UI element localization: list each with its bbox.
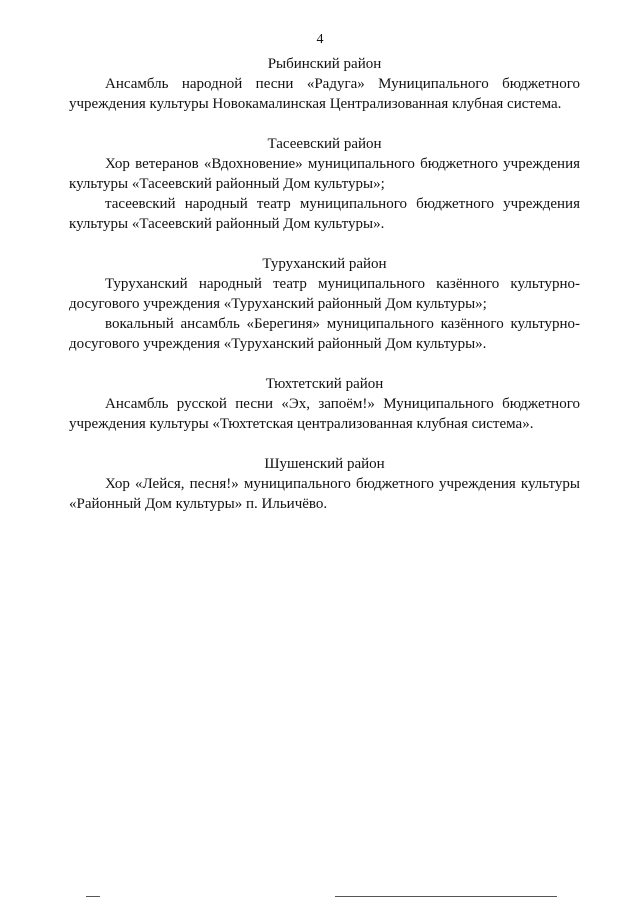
- paragraph: Туруханский народный театр муниципального казённого культурно-досугового учреждения «Туруханский районный Дом культуры»;: [69, 276, 580, 312]
- section-title: Туруханский район: [262, 256, 387, 272]
- document-body: [69, 54, 580, 534]
- section-title: Шушенский район: [264, 456, 385, 472]
- section-taseevsky: [69, 134, 580, 234]
- paragraph: Ансамбль русской песни «Эх, запоём!» Муниципального бюджетного учреждения культуры «Тюхтетская централизованная клубная система».: [69, 396, 580, 432]
- section-turukhansky: [69, 254, 580, 354]
- section-shushensky: [69, 454, 580, 514]
- paragraph: вокальный ансамбль «Берегиня» муниципального казённого культурно-досугового учреждения «Туруханский районный Дом культуры».: [69, 316, 580, 352]
- page-number: 4: [316, 32, 324, 47]
- paragraph: Хор «Лейся, песня!» муниципального бюджетного учреждения культуры «Районный Дом культуры» п. Ильичёво.: [69, 476, 580, 512]
- paragraph: Ансамбль народной песни «Радуга» Муниципального бюджетного учреждения культуры Новокамалинская Централизованная клубная система.: [69, 76, 580, 112]
- paragraph: тасеевский народный театр муниципального бюджетного учреждения культуры «Тасеевский районный Дом культуры».: [69, 196, 580, 232]
- bottom-scan-line-right: [335, 896, 557, 897]
- section-tyukhtetsky: [69, 374, 580, 434]
- section-title: Рыбинский район: [267, 56, 382, 72]
- section-title: Тасеевский район: [267, 136, 382, 152]
- paragraph: Хор ветеранов «Вдохновение» муниципального бюджетного учреждения культуры «Тасеевский районный Дом культуры»;: [69, 156, 580, 192]
- section-title: Тюхтетский район: [265, 376, 384, 392]
- bottom-scan-line-left: [86, 896, 100, 897]
- section-rybinsky: [69, 54, 580, 114]
